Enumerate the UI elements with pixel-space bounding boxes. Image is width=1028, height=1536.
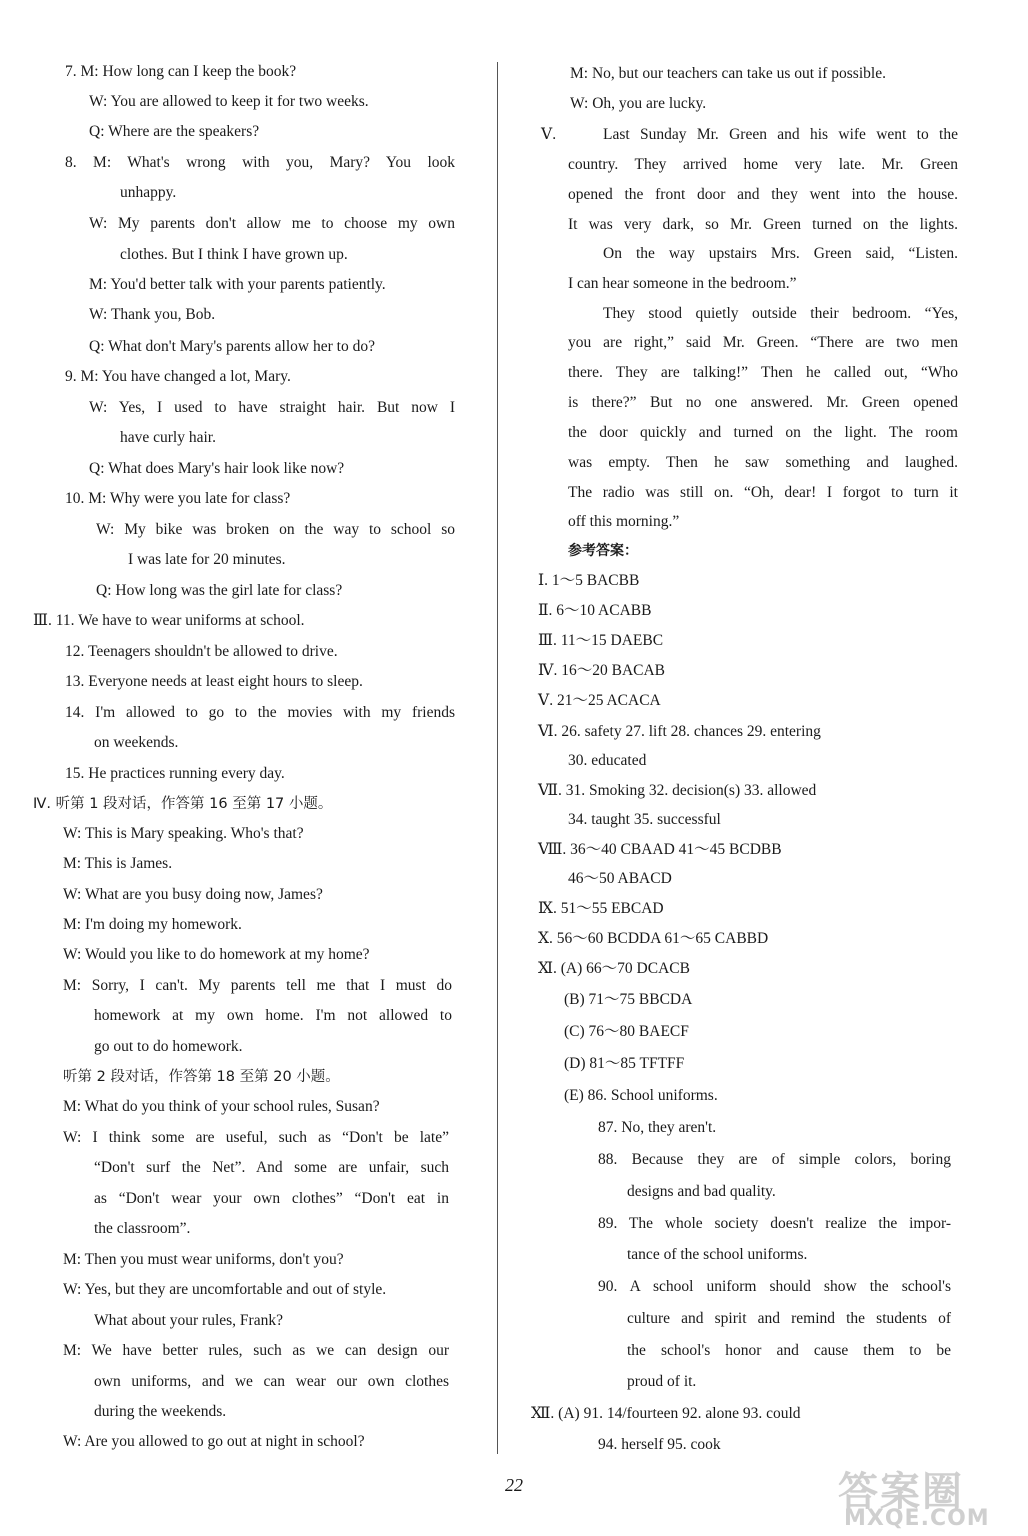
text-line: It was very dark, so Mr. Green turned on the lights. [568, 216, 958, 233]
answer-line: 94. herself 95. cook [598, 1436, 721, 1453]
text-line: country. They arrived home very late. Mr. Green [568, 156, 958, 173]
answer-line: Ⅴ. 21～25 ACACA [538, 692, 661, 709]
text-line: clothes. But I think I have grown up. [120, 246, 348, 263]
answer-line: (D) 81～85 TFTFF [564, 1055, 685, 1072]
text-line: 8. M: What's wrong with you, Mary? You look [65, 154, 455, 171]
text-line: What about your rules, Frank? [94, 1312, 283, 1329]
text-line: Ⅲ. 11. We have to wear uniforms at school. [33, 612, 305, 629]
answer-line: 30. educated [568, 752, 647, 769]
answer-line: Ⅶ. 31. Smoking 32. decision(s) 33. allowed [538, 782, 817, 799]
text-line: as “Don't wear your own clothes” “Don't eat in [94, 1190, 449, 1207]
text-line: go out to do homework. [94, 1038, 243, 1055]
answer-line: 88. Because they are of simple colors, boring [598, 1151, 951, 1168]
answer-line: Ⅰ. 1～5 BACBB [538, 572, 640, 589]
text-line: the classroom”. [94, 1220, 191, 1237]
answer-key-heading: 参考答案： [568, 543, 638, 559]
page-number: 22 [505, 1475, 523, 1495]
answer-line: Ⅵ. 26. safety 27. lift 28. chances 29. entering [538, 723, 821, 740]
answer-line: 90. A school uniform should show the school's [598, 1278, 951, 1295]
text-line: 14. I'm allowed to go to the movies with my friends [65, 704, 455, 721]
watermark-logo [838, 1460, 1014, 1530]
text-line: I was late for 20 minutes. [128, 551, 286, 568]
text-line: Q: What don't Mary's parents allow her to do? [89, 338, 375, 355]
text-line: M: No, but our teachers can take us out if possible. [570, 65, 886, 82]
answer-line: 34. taught 35. successful [568, 811, 721, 828]
answer-line: designs and bad quality. [627, 1183, 776, 1200]
text-line: own uniforms, and we can wear our own clothes [94, 1373, 449, 1390]
answer-line: (E) 86. School uniforms. [564, 1087, 718, 1104]
text-line: M: We have better rules, such as we can design our [63, 1342, 449, 1359]
answer-line: Ⅷ. 36～40 CBAAD 41～45 BCDBB [538, 841, 782, 858]
text-line: was empty. Then he saw something and laughed. [568, 454, 958, 471]
text-line: M: Then you must wear uniforms, don't you? [63, 1251, 344, 1268]
text-line: 15. He practices running every day. [65, 765, 285, 782]
text-line: I can hear someone in the bedroom.” [568, 275, 797, 292]
text-line: W: Would you like to do homework at my home? [63, 946, 370, 963]
text-line: 7. M: How long can I keep the book? [65, 63, 297, 80]
text-line: is there?” But no one answered. Mr. Green opened [568, 394, 958, 411]
text-line: W: Yes, but they are uncomfortable and out of style. [63, 1281, 387, 1298]
answer-line: Ⅺ. (A) 66～70 DCACB [538, 960, 690, 977]
answer-line: Ⅸ. 51～55 EBCAD [538, 900, 664, 917]
text-line: 12. Teenagers shouldn't be allowed to drive. [65, 643, 338, 660]
answer-line: culture and spirit and remind the students of [627, 1310, 951, 1327]
text-line: homework at my own home. I'm not allowed to [94, 1007, 452, 1024]
text-line: W: You are allowed to keep it for two weeks. [89, 93, 369, 110]
text-line: W: Are you allowed to go out at night in school? [63, 1433, 365, 1450]
answer-line: proud of it. [627, 1373, 697, 1390]
text-line: Ⅳ. 听第 1 段对话，作答第 16 至第 17 小题。 [33, 796, 333, 812]
text-line: W: I think some are useful, such as “Don't be late” [63, 1129, 449, 1146]
answer-line: Ⅲ. 11～15 DAEBC [538, 632, 664, 649]
text-line: 13. Everyone needs at least eight hours to sleep. [65, 673, 363, 690]
text-line: 听第 2 段对话，作答第 18 至第 20 小题。 [63, 1069, 340, 1085]
answer-line: 89. The whole society doesn't realize the impor- [598, 1215, 951, 1232]
text-line: W: Yes, I used to have straight hair. But now I [89, 399, 455, 416]
text-line: Q: Where are the speakers? [89, 123, 260, 140]
answer-line: the school's honor and cause them to be [627, 1342, 951, 1359]
text-line: M: I'm doing my homework. [63, 916, 242, 933]
answer-line: (B) 71～75 BBCDA [564, 991, 693, 1008]
answer-line: 46～50 ABACD [568, 870, 672, 887]
text-line: you are right,” said Mr. Green. “There are two men [568, 334, 958, 351]
text-line: W: Thank you, Bob. [89, 306, 216, 323]
text-line: M: This is James. [63, 855, 173, 872]
text-line: Q: What does Mary's hair look like now? [89, 460, 345, 477]
text-line: “Don't surf the Net”. And some are unfair, such [94, 1159, 449, 1176]
text-line: W: What are you busy doing now, James? [63, 886, 323, 903]
answer-line: Ⅳ. 16～20 BACAB [538, 662, 666, 679]
text-line: On the way upstairs Mrs. Green said, “Listen. [603, 245, 958, 262]
text-line: M: You'd better talk with your parents patiently. [89, 276, 386, 293]
text-line: the door quickly and turned on the light. The room [568, 424, 958, 441]
text-line: unhappy. [120, 184, 177, 201]
watermark-logo-text: 答案圈 [838, 1469, 964, 1515]
watermark-url: MXQE.COM [844, 1506, 990, 1531]
text-line: Last Sunday Mr. Green and his wife went to the [603, 126, 958, 143]
text-line: They stood quietly outside their bedroom. “Yes, [603, 305, 958, 322]
text-line: M: What do you think of your school rules, Susan? [63, 1098, 380, 1115]
answer-line: Ⅹ. 56～60 BCDDA 61～65 CABBD [538, 930, 769, 947]
text-line: M: Sorry, I can't. My parents tell me that I must do [63, 977, 452, 994]
text-line: opened the front door and they went into the house. [568, 186, 958, 203]
answer-line: Ⅱ. 6～10 ACABB [538, 602, 652, 619]
text-line: W: Oh, you are lucky. [570, 95, 707, 112]
text-line: on weekends. [94, 734, 179, 751]
answer-line: (C) 76～80 BAECF [564, 1023, 689, 1040]
text-line: W: My parents don't allow me to choose my own [89, 215, 455, 232]
text-line: there. They are talking!” Then he called out, “Who [568, 364, 958, 381]
answer-line: 87. No, they aren't. [598, 1119, 717, 1136]
text-line: W: My bike was broken on the way to school so [96, 521, 455, 538]
answer-line: Ⅻ. (A) 91. 14/fourteen 92. alone 93. could [531, 1405, 801, 1422]
text-line: have curly hair. [120, 429, 216, 446]
text-line: Q: How long was the girl late for class? [96, 582, 343, 599]
text-line: off this morning.” [568, 513, 680, 530]
text-line: The radio was still on. “Oh, dear! I forgot to turn it [568, 484, 958, 501]
section-label: Ⅴ. [541, 126, 557, 143]
text-line: 9. M: You have changed a lot, Mary. [65, 368, 291, 385]
answer-line: tance of the school uniforms. [627, 1246, 808, 1263]
text-line: W: This is Mary speaking. Who's that? [63, 825, 304, 842]
text-line: during the weekends. [94, 1403, 227, 1420]
text-line: 10. M: Why were you late for class? [65, 490, 291, 507]
column-divider [497, 62, 498, 1454]
